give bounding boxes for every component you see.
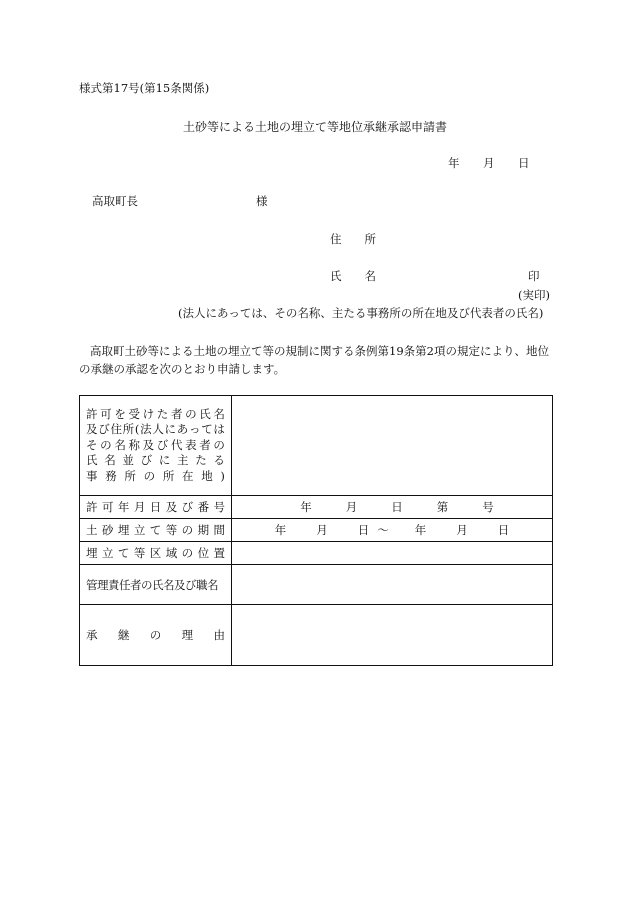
seal-mark: 印 xyxy=(528,269,540,283)
period-end-day-label: 日 xyxy=(497,523,510,537)
period-start-year-label: 年 xyxy=(274,523,287,537)
applicant-name-label: 氏 名 xyxy=(330,269,376,283)
permit-holder-label-line: そ の 名 称 及 び 代 表 者 の xyxy=(86,437,225,452)
table-row xyxy=(80,396,553,496)
permit-holder-field[interactable] xyxy=(232,396,553,496)
date-day-label: 日 xyxy=(518,156,530,170)
manager-label-text: 管理責任者の氏名及び職名 xyxy=(86,577,218,592)
document-title: 土砂等による土地の埋立て等地位承継承認申請書 xyxy=(182,120,447,134)
applicant-address-label: 住 所 xyxy=(330,232,376,246)
date-month-label: 月 xyxy=(483,156,495,170)
permit-holder-label-line: 許 可 を 受 け た 者 の 氏 名 xyxy=(86,406,225,421)
location-label xyxy=(80,542,232,565)
permit-month-label: 月 xyxy=(345,500,358,514)
location-label-text: 埋 立 て 等 区 域 の 位 置 xyxy=(86,546,225,560)
period-tilde: 〜 xyxy=(377,523,389,537)
permit-holder-label xyxy=(80,396,232,496)
succession-reason-label-text: 承 継 の 理 由 xyxy=(86,628,225,642)
application-table xyxy=(79,395,553,666)
corporate-note: (法人にあっては、その名称、主たる事務所の所在地及び代表者の氏名) xyxy=(178,306,544,320)
succession-reason-label xyxy=(80,605,232,666)
period-start-day-label: 日 xyxy=(357,523,370,537)
period-label xyxy=(80,519,232,542)
succession-reason-field[interactable] xyxy=(232,605,553,666)
table-row xyxy=(80,542,553,565)
permit-date-number-field[interactable] xyxy=(232,496,553,519)
form-number: 様式第17号(第15条関係) xyxy=(79,81,210,95)
seal-note: (実印) xyxy=(518,288,550,302)
period-field[interactable] xyxy=(232,519,553,542)
permit-holder-label-line: 氏 名 並 び に 主 た る xyxy=(86,453,225,468)
permit-day-label: 日 xyxy=(391,500,403,514)
period-start-month-label: 月 xyxy=(316,523,328,537)
permit-holder-label-line: 事 務 所 の 所 在 地 ) xyxy=(86,468,225,483)
permit-date-number-label-text: 許 可 年 月 日 及 び 番 号 xyxy=(86,500,225,514)
manager-label xyxy=(80,565,232,605)
table-row xyxy=(80,605,553,666)
permit-dai-label: 第 xyxy=(436,500,449,514)
period-end-month-label: 月 xyxy=(456,523,468,537)
permit-date-number-label xyxy=(80,496,232,519)
addressee-honorific: 様 xyxy=(256,194,268,208)
period-end-year-label: 年 xyxy=(414,523,427,537)
location-field[interactable] xyxy=(232,542,553,565)
body-paragraph: 高取町土砂等による土地の埋立て等の規制に関する条例第19条第2項の規定により、地位の承継の承認を次のとおり申請します。 xyxy=(79,344,549,376)
table-row xyxy=(80,565,553,605)
manager-field[interactable] xyxy=(232,565,553,605)
table-row xyxy=(80,496,553,519)
date-year-label: 年 xyxy=(448,156,460,170)
permit-go-label: 号 xyxy=(482,500,494,514)
table-row xyxy=(80,519,553,542)
period-label-text: 土 砂 埋 立 て 等 の 期 間 xyxy=(86,523,225,537)
permit-year-label: 年 xyxy=(300,500,312,514)
permit-holder-label-line: 及 び 住 所 ( 法 人 に あ っ て は xyxy=(86,422,225,437)
addressee-name: 高取町長 xyxy=(92,194,138,208)
